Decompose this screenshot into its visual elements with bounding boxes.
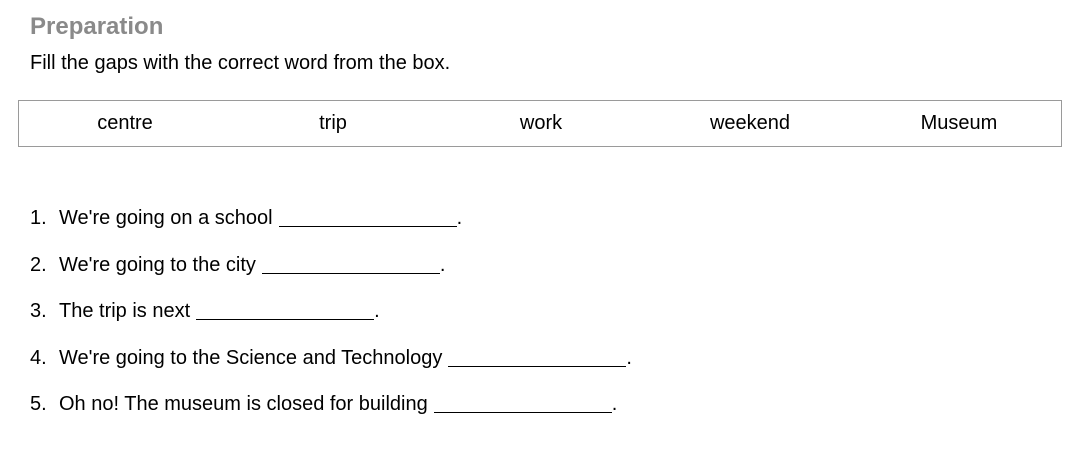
item-end: . — [626, 346, 632, 369]
item-end: . — [456, 207, 463, 229]
item-number: 1. — [30, 207, 47, 229]
word-box — [18, 100, 1062, 147]
item-number: 3. — [30, 300, 47, 322]
item-end: . — [611, 393, 618, 415]
answer-blank[interactable] — [262, 253, 440, 274]
item-number: 2. — [30, 253, 47, 276]
item-end: . — [374, 300, 380, 322]
word-box-item: centre — [97, 112, 153, 134]
item-text: We're going to the Science and Technology — [59, 346, 443, 369]
word-box-item: weekend — [709, 112, 791, 134]
exercise-list — [30, 204, 632, 437]
word-box-item: trip — [319, 112, 347, 134]
instruction-text: Fill the gaps with the correct word from the box. — [30, 52, 451, 74]
answer-blank[interactable] — [434, 392, 612, 413]
item-end: . — [439, 253, 446, 276]
answer-blank[interactable] — [196, 299, 374, 320]
word-box-item: work — [519, 112, 563, 134]
exercise-item — [30, 390, 632, 418]
item-text: The trip is next — [59, 300, 191, 322]
word-box-item: Museum — [920, 112, 998, 134]
answer-blank[interactable] — [279, 206, 457, 227]
item-text: Oh no! The museum is closed for building — [59, 393, 428, 415]
item-text: We're going to the city — [59, 253, 256, 276]
exercise-item — [30, 204, 632, 232]
item-number: 4. — [30, 346, 47, 369]
exercise-item — [30, 251, 632, 279]
item-text: We're going on a school — [59, 207, 273, 229]
page-title: Preparation — [30, 13, 164, 40]
exercise-item — [30, 297, 632, 325]
answer-blank[interactable] — [448, 346, 626, 367]
exercise-item — [30, 344, 632, 372]
item-number: 5. — [30, 393, 47, 415]
